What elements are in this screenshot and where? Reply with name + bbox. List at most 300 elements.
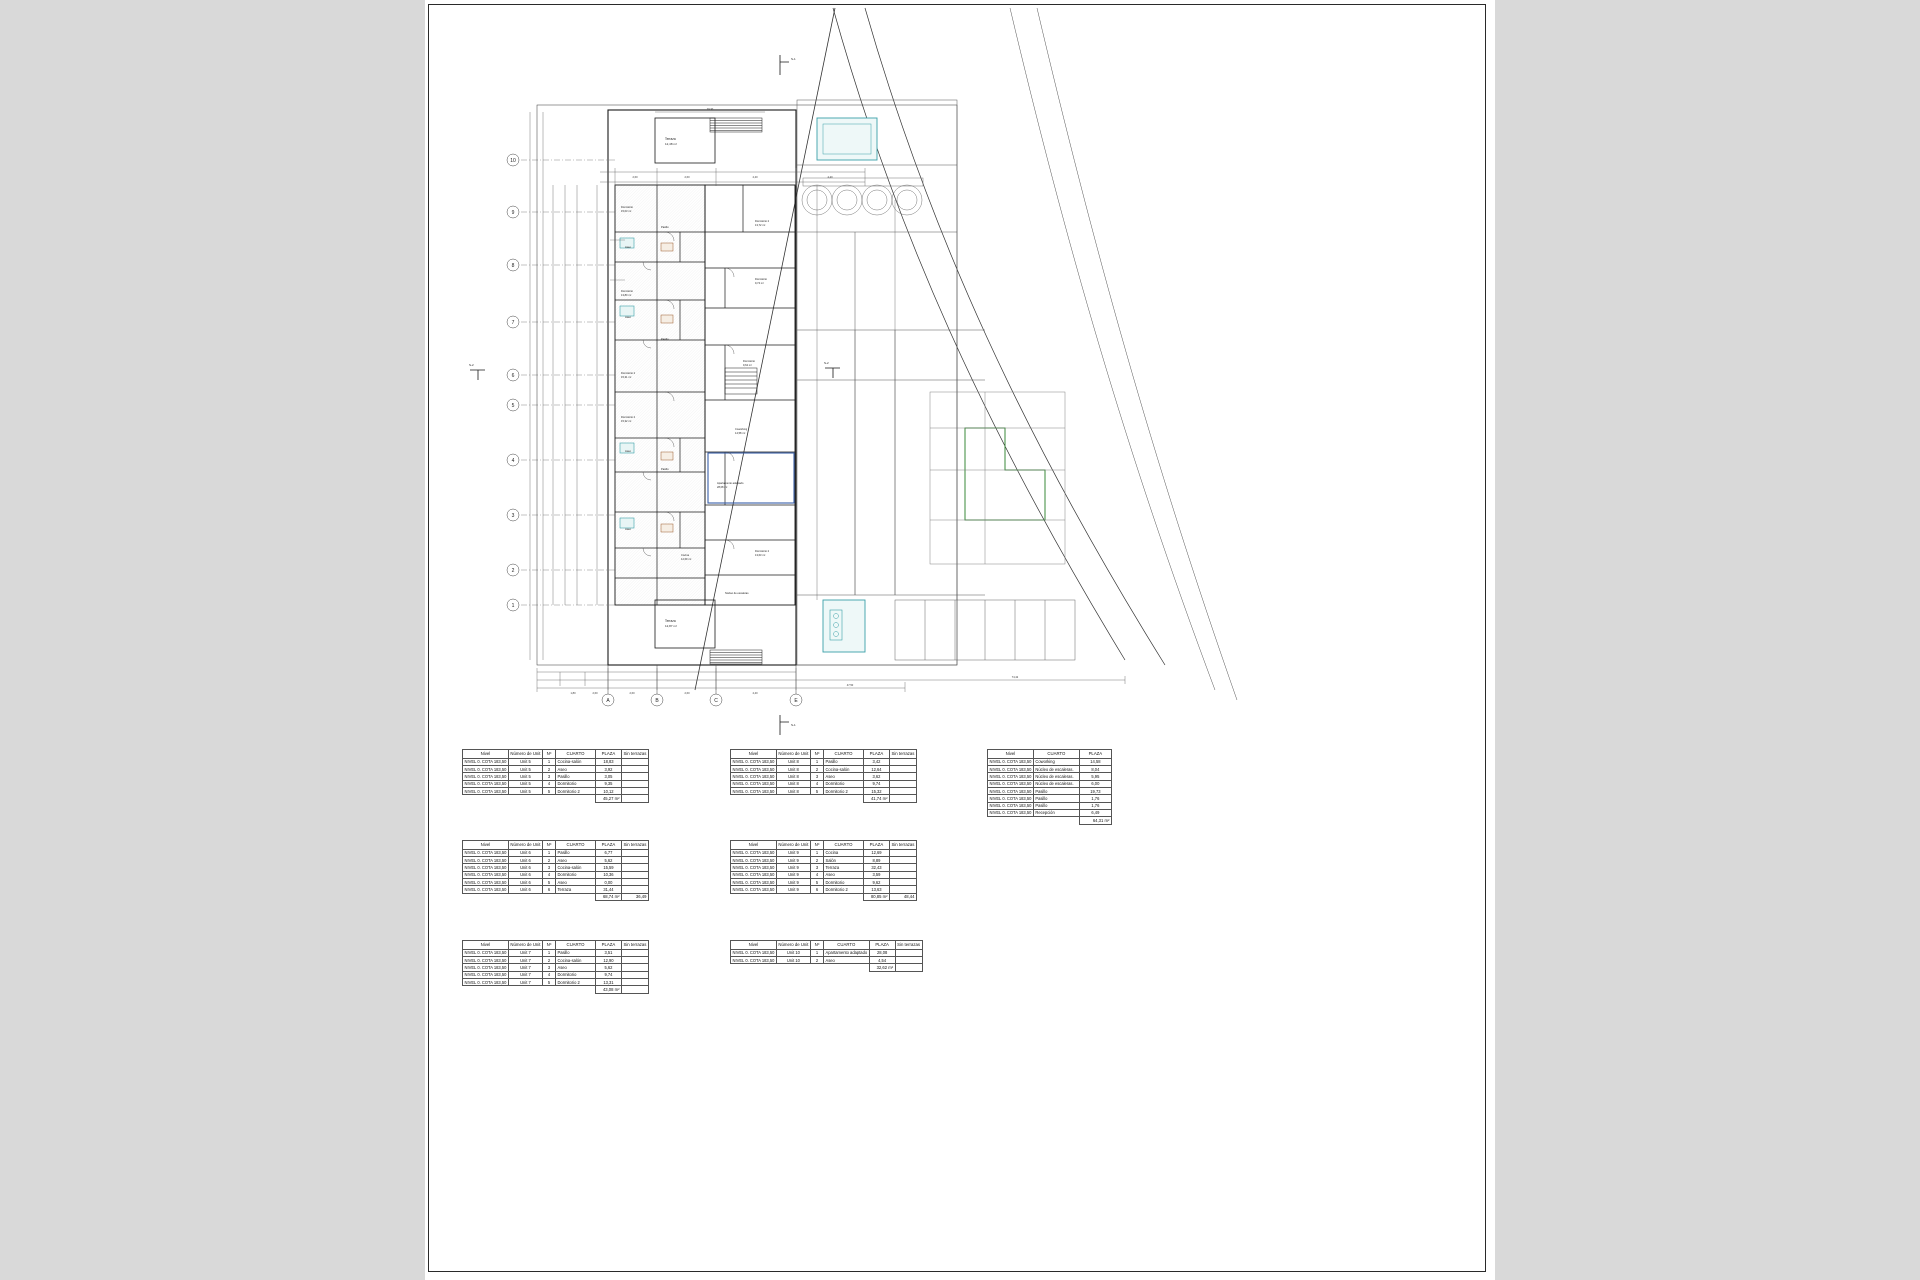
table-row <box>988 787 1112 794</box>
cell-cuarto: Aseo <box>823 773 863 780</box>
th-unidad: Número de Unit <box>776 750 810 759</box>
table-body <box>463 949 649 993</box>
table-unit-8 <box>730 749 917 803</box>
cell-num: 2 <box>542 957 555 964</box>
svg-text:13,80 m²: 13,80 m² <box>621 294 632 297</box>
cell-plaza: 9,62 <box>863 878 889 885</box>
cell-cuarto: Recepción <box>1033 809 1079 816</box>
cell-cuarto: Salón <box>823 857 863 864</box>
cell-num: 4 <box>810 871 823 878</box>
table-row <box>731 864 917 871</box>
cell-plaza: 5,62 <box>595 964 621 971</box>
cell-num: 2 <box>810 857 823 864</box>
cell-nivel: NIVEL 0. COTA 183,50 <box>464 872 507 878</box>
table-row <box>463 964 649 971</box>
cell-total: 32,62 m² <box>869 964 895 971</box>
cell-nivel: NIVEL 0. COTA 183,50 <box>732 872 775 878</box>
table-row <box>731 758 917 765</box>
drawing-sheet <box>425 0 1495 1280</box>
svg-text:S-1: S-1 <box>791 723 796 727</box>
table-row <box>463 773 649 780</box>
th-sin-terrazas: Sin terrazas <box>621 841 648 850</box>
table-body <box>988 758 1112 824</box>
cell-plaza: 14,58 <box>1079 758 1111 765</box>
cell-num: 1 <box>542 949 555 956</box>
svg-text:Terraza: Terraza <box>665 137 676 141</box>
cell-num: 4 <box>542 780 555 787</box>
svg-text:Dormitorio 2: Dormitorio 2 <box>621 416 636 419</box>
cell-nivel: NIVEL 0. COTA 183,50 <box>732 766 775 772</box>
table-unit-7 <box>462 940 649 994</box>
cell-sin <box>621 864 648 871</box>
cell-unit: Unit 6 <box>508 878 542 885</box>
svg-text:Pasillo: Pasillo <box>661 338 669 341</box>
table-unit-9 <box>730 840 917 901</box>
svg-text:15,31 m²: 15,31 m² <box>621 376 632 379</box>
svg-text:1: 1 <box>511 603 515 609</box>
th-unidad: Número de Unit <box>508 941 542 950</box>
cell-nivel: NIVEL 0. COTA 183,50 <box>989 788 1032 794</box>
svg-text:A: A <box>606 698 610 704</box>
cell-cuarto: Dormitorio 2 <box>555 787 595 794</box>
cell-cuarto: Cocina-salón <box>555 758 595 765</box>
table-row <box>463 949 649 956</box>
cell-plaza: 3,51 <box>595 949 621 956</box>
svg-text:47,50: 47,50 <box>846 684 854 687</box>
svg-text:S-2: S-2 <box>469 363 474 367</box>
svg-text:Aseo: Aseo <box>625 528 631 531</box>
cell-plaza: 0,00 <box>595 878 621 885</box>
cell-plaza: 9,74 <box>595 971 621 978</box>
cell-num: 3 <box>810 864 823 871</box>
cell-sin <box>889 766 916 773</box>
cell-sin <box>889 787 916 794</box>
cell-unit: Unit 7 <box>508 964 542 971</box>
cell-total: 45,27 m² <box>595 795 621 802</box>
quantity-table <box>462 940 649 994</box>
cell-unit: Unit 5 <box>508 766 542 773</box>
cell-nivel: NIVEL 0. COTA 183,50 <box>464 759 507 765</box>
table-row <box>463 857 649 864</box>
cell-total-sin <box>889 795 916 802</box>
cell-sin <box>621 978 648 985</box>
cell-num: 3 <box>542 773 555 780</box>
cell-num: 3 <box>810 773 823 780</box>
quantity-table <box>730 749 917 803</box>
th-nivel: Nivel <box>988 750 1034 759</box>
svg-text:3: 3 <box>511 513 515 519</box>
table-row <box>463 886 649 893</box>
th-unidad: Número de Unit <box>508 750 542 759</box>
cell-cuarto: Pasillo <box>823 758 863 765</box>
cell-unit: Unit 5 <box>508 773 542 780</box>
table-row <box>463 957 649 964</box>
cell-cuarto: Pasillo <box>1033 802 1079 809</box>
cell-plaza: 3,92 <box>595 766 621 773</box>
th-unidad: Número de Unit <box>776 941 810 950</box>
svg-text:Dormitorio 2: Dormitorio 2 <box>755 220 770 223</box>
svg-text:Terraza: Terraza <box>665 619 676 623</box>
cell-sin <box>621 849 648 856</box>
cell-plaza: 13,31 <box>595 978 621 985</box>
cell-cuarto: Pasillo <box>555 773 595 780</box>
cell-unit: Unit 9 <box>776 878 810 885</box>
cell-plaza: 8,04 <box>1079 766 1111 773</box>
cell-plaza: 15,32 <box>863 787 889 794</box>
cell-num: 1 <box>810 849 823 856</box>
svg-text:4,40: 4,40 <box>752 692 758 695</box>
svg-text:Coworking: Coworking <box>735 428 748 431</box>
cell-nivel: NIVEL 0. COTA 183,50 <box>464 879 507 885</box>
cell-total: 68,74 m² <box>595 893 621 900</box>
cell-nivel: NIVEL 0. COTA 183,50 <box>989 773 1032 779</box>
cell-cuarto: Cocina-salón <box>555 864 595 871</box>
cell-unit: Unit 5 <box>508 787 542 794</box>
svg-text:Aseo: Aseo <box>625 246 631 249</box>
cell-num: 5 <box>542 978 555 985</box>
table-unit-5 <box>462 749 649 803</box>
cell-sin <box>889 773 916 780</box>
th-num: Nº <box>542 841 555 850</box>
th-num: Nº <box>542 750 555 759</box>
svg-text:12,48 m²: 12,48 m² <box>665 142 677 146</box>
th-nivel: Nivel <box>731 750 777 759</box>
cell-plaza: 3,59 <box>863 871 889 878</box>
cell-nivel: NIVEL 0. COTA 183,50 <box>989 781 1032 787</box>
svg-text:29,30: 29,30 <box>706 108 714 111</box>
cell-cuarto: Dormitorio 2 <box>823 787 863 794</box>
cell-sin <box>621 857 648 864</box>
svg-text:B: B <box>655 698 659 704</box>
cell-plaza: 6,49 <box>1079 809 1111 816</box>
table-row <box>731 780 917 787</box>
cell-num: 5 <box>542 878 555 885</box>
cell-cuarto: Dormitorio <box>555 971 595 978</box>
cell-sin <box>621 780 648 787</box>
table-row <box>988 802 1112 809</box>
svg-text:9: 9 <box>511 210 515 216</box>
cell-nivel: NIVEL 0. COTA 183,50 <box>464 766 507 772</box>
svg-text:13,72 m²: 13,72 m² <box>755 224 766 227</box>
cell-nivel: NIVEL 0. COTA 183,50 <box>464 972 507 978</box>
table-row <box>731 787 917 794</box>
svg-text:2: 2 <box>511 568 515 574</box>
cell-nivel: NIVEL 0. COTA 183,50 <box>464 886 507 892</box>
cell-num: 4 <box>810 780 823 787</box>
svg-text:Cocina: Cocina <box>681 554 690 557</box>
th-num: Nº <box>542 941 555 950</box>
cell-num: 2 <box>542 857 555 864</box>
cell-num: 4 <box>542 971 555 978</box>
svg-text:E: E <box>794 698 798 704</box>
table-total-row <box>463 986 649 993</box>
cell-unit: Unit 8 <box>776 766 810 773</box>
svg-text:Núcleo de escaleras: Núcleo de escaleras <box>725 592 749 595</box>
cell-unit: Unit 7 <box>508 971 542 978</box>
cell-unit: Unit 6 <box>508 871 542 878</box>
cell-plaza: 28,08 <box>869 949 895 956</box>
quantity-table <box>462 840 649 901</box>
cell-num: 5 <box>542 787 555 794</box>
cell-num: 6 <box>542 886 555 893</box>
cell-nivel: NIVEL 0. COTA 183,50 <box>464 950 507 956</box>
cell-sin <box>621 758 648 765</box>
th-cuarto: CUARTO <box>823 841 863 850</box>
cell-sin <box>621 971 648 978</box>
cell-nivel: NIVEL 0. COTA 183,50 <box>464 788 507 794</box>
svg-text:Dormitorio 2: Dormitorio 2 <box>621 372 636 375</box>
table-row <box>731 878 917 885</box>
th-cuarto: CUARTO <box>555 750 595 759</box>
cell-cuarto: Aseo <box>555 878 595 885</box>
table-row <box>463 787 649 794</box>
table-row <box>463 864 649 871</box>
cell-nivel: NIVEL 0. COTA 183,50 <box>464 781 507 787</box>
cell-total-sin: 48,44 <box>889 893 916 900</box>
table-row <box>463 766 649 773</box>
svg-text:4: 4 <box>511 458 515 464</box>
table-total-row <box>988 817 1112 824</box>
svg-text:5: 5 <box>511 403 515 409</box>
cell-unit: Unit 9 <box>776 886 810 893</box>
cell-nivel: NIVEL 0. COTA 183,50 <box>732 950 775 956</box>
svg-text:13,63 m²: 13,63 m² <box>755 554 766 557</box>
svg-text:Aseo: Aseo <box>625 316 631 319</box>
th-plaza: PLAZA <box>1079 750 1111 759</box>
cell-sin <box>621 964 648 971</box>
cell-unit: Unit 7 <box>508 978 542 985</box>
svg-text:Dormitorio: Dormitorio <box>621 206 633 209</box>
cell-plaza: 18,83 <box>595 758 621 765</box>
table-row <box>988 809 1112 816</box>
cell-sin <box>889 878 916 885</box>
th-plaza: PLAZA <box>863 841 889 850</box>
cell-nivel: NIVEL 0. COTA 183,50 <box>464 979 507 985</box>
cell-plaza: 10,36 <box>595 871 621 878</box>
table-row <box>463 871 649 878</box>
table-row <box>463 878 649 885</box>
cell-unit: Unit 8 <box>776 787 810 794</box>
cell-unit: Unit 6 <box>508 886 542 893</box>
svg-text:Apartamento adaptado: Apartamento adaptado <box>717 482 744 485</box>
cell-cuarto: Dormitorio 2 <box>555 978 595 985</box>
cell-cuarto: Terraza <box>555 886 595 893</box>
cell-cuarto: Aseo <box>555 766 595 773</box>
th-plaza: PLAZA <box>869 941 895 950</box>
cell-sin <box>621 957 648 964</box>
table-total-row <box>731 795 917 802</box>
table-row <box>988 780 1112 787</box>
cell-sin <box>621 949 648 956</box>
th-unidad: Número de Unit <box>776 841 810 850</box>
cell-cuarto: Coworking <box>1033 758 1079 765</box>
cell-num: 4 <box>542 871 555 878</box>
cell-sin <box>889 849 916 856</box>
cell-unit: Unit 6 <box>508 857 542 864</box>
th-plaza: PLAZA <box>595 941 621 950</box>
cell-num: 3 <box>542 964 555 971</box>
table-body <box>731 949 923 971</box>
svg-text:1,80: 1,80 <box>570 692 576 695</box>
cell-nivel: NIVEL 0. COTA 183,50 <box>732 879 775 885</box>
table-unit-6 <box>462 840 649 901</box>
cell-cuarto: Pasillo <box>555 949 595 956</box>
table-row <box>988 766 1112 773</box>
svg-text:2,60: 2,60 <box>629 692 635 695</box>
table-row <box>988 758 1112 765</box>
cell-plaza: 19,73 <box>1079 787 1111 794</box>
cell-cuarto: Aseo <box>823 871 863 878</box>
cell-num: 2 <box>810 766 823 773</box>
svg-text:14,58 m²: 14,58 m² <box>735 432 746 435</box>
cell-cuarto: Núcleo de escaleras. <box>1033 780 1079 787</box>
quantity-table <box>462 749 649 803</box>
cell-nivel: NIVEL 0. COTA 183,50 <box>464 773 507 779</box>
cell-plaza: 9,74 <box>863 780 889 787</box>
cell-cuarto: Dormitorio <box>555 871 595 878</box>
cell-nivel: NIVEL 0. COTA 183,50 <box>464 964 507 970</box>
cell-num: 2 <box>810 957 823 964</box>
table-row <box>731 886 917 893</box>
table-unit-10 <box>730 940 923 972</box>
cell-unit: Unit 10 <box>776 949 810 956</box>
cell-plaza: 3,05 <box>595 773 621 780</box>
svg-text:Aseo: Aseo <box>625 450 631 453</box>
th-nivel: Nivel <box>731 941 777 950</box>
cell-unit: Unit 5 <box>508 758 542 765</box>
cell-cuarto: Apartamento adaptado <box>825 950 868 956</box>
cell-cuarto: Cocina-salón <box>823 766 863 773</box>
table-row <box>988 773 1112 780</box>
cell-unit: Unit 10 <box>776 957 810 964</box>
cell-sin <box>621 766 648 773</box>
cell-plaza: 12,64 <box>863 766 889 773</box>
th-num: Nº <box>810 750 823 759</box>
cell-unit: Unit 6 <box>508 849 542 856</box>
cell-total-sin <box>621 986 648 993</box>
svg-text:2,60: 2,60 <box>684 176 690 179</box>
cell-num: 1 <box>542 758 555 765</box>
cell-plaza: 3,62 <box>863 773 889 780</box>
cell-num: 5 <box>810 878 823 885</box>
th-sin-terrazas: Sin terrazas <box>621 941 648 950</box>
cell-unit: Unit 9 <box>776 849 810 856</box>
cell-unit: Unit 8 <box>776 773 810 780</box>
cell-plaza: 1,76 <box>1079 795 1111 802</box>
cell-total: 41,74 m² <box>863 795 889 802</box>
cell-unit: Unit 6 <box>508 864 542 871</box>
cell-sin <box>889 857 916 864</box>
table-row <box>463 780 649 787</box>
cell-nivel: NIVEL 0. COTA 183,50 <box>464 857 507 863</box>
cell-cuarto: Pasillo <box>1033 795 1079 802</box>
cell-total-sin <box>621 795 648 802</box>
cell-nivel: NIVEL 0. COTA 183,50 <box>732 781 775 787</box>
cell-num: 5 <box>810 787 823 794</box>
cell-nivel: NIVEL 0. COTA 183,50 <box>989 795 1032 801</box>
cell-cuarto: Cocina <box>823 849 863 856</box>
cell-num: 1 <box>542 849 555 856</box>
cell-num: 1 <box>810 758 823 765</box>
cell-nivel: NIVEL 0. COTA 183,50 <box>464 850 507 856</box>
table-row <box>988 795 1112 802</box>
cell-unit: Unit 7 <box>508 949 542 956</box>
svg-text:S-2: S-2 <box>824 361 829 365</box>
cell-unit: Unit 9 <box>776 857 810 864</box>
cell-sin <box>889 864 916 871</box>
cell-plaza: 10,12 <box>595 787 621 794</box>
table-row <box>731 949 923 956</box>
table-row <box>463 849 649 856</box>
cell-cuarto: Dormitorio <box>823 878 863 885</box>
cell-num: 2 <box>542 766 555 773</box>
quantity-table <box>730 940 923 972</box>
table-body <box>731 849 917 900</box>
table-row <box>731 766 917 773</box>
th-plaza: PLAZA <box>863 750 889 759</box>
svg-text:S-1: S-1 <box>791 57 796 61</box>
cell-sin <box>621 787 648 794</box>
cell-cuarto: Cocina-salón <box>555 957 595 964</box>
svg-text:9,74 m²: 9,74 m² <box>755 282 764 285</box>
svg-text:Dormitorio: Dormitorio <box>743 360 755 363</box>
cell-sin <box>621 886 648 893</box>
cell-sin <box>895 957 922 964</box>
svg-text:Dormitorio: Dormitorio <box>621 290 633 293</box>
th-sin-terrazas: Sin terrazas <box>895 941 922 950</box>
cell-cuarto: Pasillo <box>555 849 595 856</box>
svg-text:Pasillo: Pasillo <box>661 468 669 471</box>
cell-nivel: NIVEL 0. COTA 183,50 <box>989 810 1032 816</box>
quantity-table <box>987 749 1112 825</box>
table-row <box>463 758 649 765</box>
th-cuarto: CUARTO <box>555 941 595 950</box>
th-cuarto: CUARTO <box>555 841 595 850</box>
table-body <box>463 758 649 802</box>
table-row <box>731 857 917 864</box>
svg-text:4,40: 4,40 <box>752 176 758 179</box>
cell-cuarto: Núcleo de escaleras. <box>1033 773 1079 780</box>
th-num: Nº <box>810 941 823 950</box>
cell-nivel: NIVEL 0. COTA 183,50 <box>732 864 775 870</box>
cell-nivel: NIVEL 0. COTA 183,50 <box>732 857 775 863</box>
svg-text:2,60: 2,60 <box>684 692 690 695</box>
cell-nivel: NIVEL 0. COTA 183,50 <box>732 850 775 856</box>
cell-plaza: 6,77 <box>595 849 621 856</box>
cell-cuarto: Dormitorio <box>555 780 595 787</box>
th-nivel: Nivel <box>463 750 509 759</box>
cell-num: 6 <box>810 886 823 893</box>
cell-nivel: NIVEL 0. COTA 183,50 <box>989 766 1032 772</box>
svg-text:74,42: 74,42 <box>1011 676 1019 679</box>
cell-cuarto: Núcleo de escaleras. <box>1033 766 1079 773</box>
cell-plaza: 8,89 <box>863 857 889 864</box>
cell-total: 64,31 m² <box>1079 817 1111 824</box>
quantity-table <box>730 840 917 901</box>
svg-text:2,60: 2,60 <box>592 692 598 695</box>
cell-total-sin: 36,49 <box>621 893 648 900</box>
cell-sin <box>895 949 922 956</box>
svg-text:12,87 m²: 12,87 m² <box>665 624 677 628</box>
cell-nivel: NIVEL 0. COTA 183,50 <box>732 788 775 794</box>
cell-plaza: 4,54 <box>869 957 895 964</box>
th-cuarto: CUARTO <box>823 941 869 950</box>
svg-text:12,69 m²: 12,69 m² <box>681 558 692 561</box>
th-nivel: Nivel <box>463 941 509 950</box>
svg-text:15,32 m²: 15,32 m² <box>621 420 632 423</box>
svg-text:15,03 m²: 15,03 m² <box>621 210 632 213</box>
cell-plaza: 12,69 <box>863 849 889 856</box>
